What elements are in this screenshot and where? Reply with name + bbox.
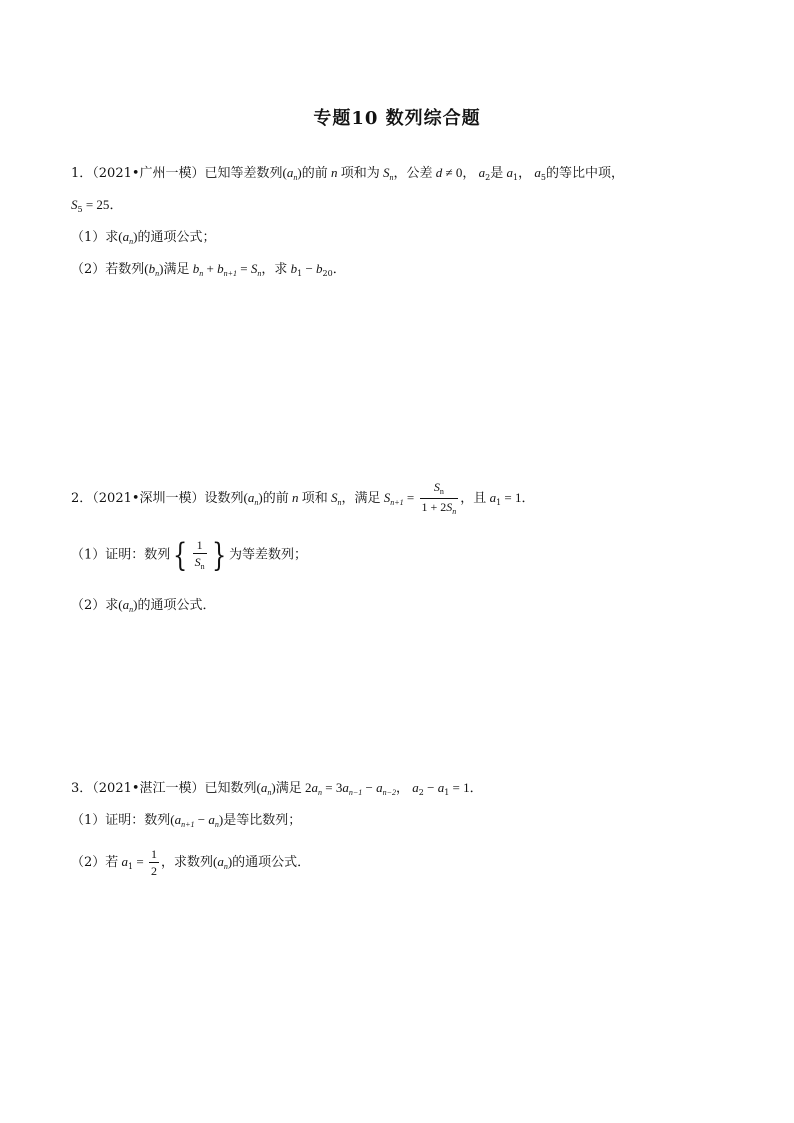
q3-part-1: （1）证明：数列$(a_{n+1} - a_n)$是等比数列； <box>71 812 302 829</box>
q3-half-fraction: $\frac{1}{2}$ <box>150 847 157 878</box>
q1-intro-line: 1．（2021•广州一模）已知等差数列$(a_n)$的前 n 项和为 $S_n$，公差 d ≠ 0， $a_2$是 $a_1$， $a_5$的等比中项， <box>71 165 624 182</box>
q3-intro-line: 3．（2021•湛江一模）已知数列$(a_n)$满足 $2a_n = 3a_{n-1} - a_{n-2}$， $a_2 - a_1 = 1$． <box>71 780 483 797</box>
q1-intro-line-2: $S_5 = 25$． <box>71 197 123 214</box>
q2-part-1: （1）证明：数列{ $\frac{1}{S_n}$ } 为等差数列； <box>71 536 308 574</box>
q2-part-2: （2）求$(a_n)$的通项公式． <box>71 597 216 614</box>
q3-part-2: （2）若 $a_1$ = $\frac{1}{2}$ ，求数列$(a_n)$的通项公式． <box>71 847 311 878</box>
q1-part-2: （2）若数列$(b_n)$满足 $b_n + b_{n+1} = S_n$，求 $b_1 - b_{20}$． <box>71 261 346 278</box>
q1-part-1: （1）求$(a_n)$的通项公式； <box>71 229 216 246</box>
q2-intro-line: 2．（2021•深圳一模）设数列$(a_n)$的前 n 项和 $S_n$，满足 $S_{n+1}$ = $\frac{S_n}{1 + 2S_n}$ ，且 $a_1 = 1$． <box>71 480 535 516</box>
page-title: 专题10 数列综合题 <box>313 108 481 129</box>
q2-fraction: $\frac{S_n}{1 + 2S_n}$ <box>421 480 457 516</box>
q2-reciprocal-fraction: $\frac{1}{S_n}$ <box>194 538 205 571</box>
